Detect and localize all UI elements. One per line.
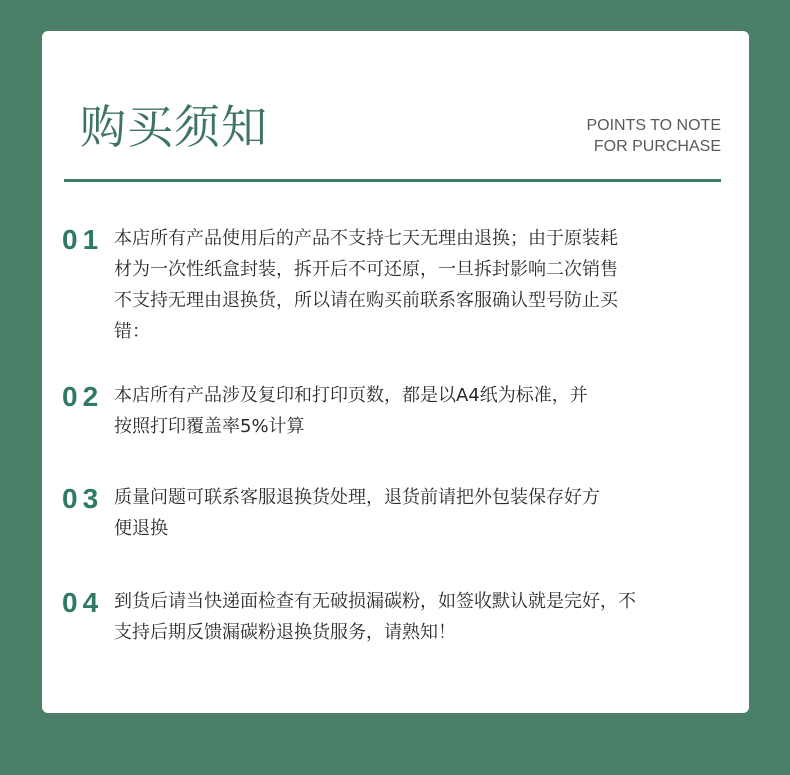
item-text <box>114 482 722 544</box>
item-number: 02 <box>62 381 104 412</box>
item-text-line: 错： <box>114 321 150 342</box>
item-text <box>114 380 722 442</box>
subtitle-line-2: FOR PURCHASE <box>593 138 721 155</box>
item-text-line: 材为一次性纸盒封装，拆开后不可还原，一旦拆封影响二次销售 <box>114 259 618 280</box>
item-text-line: 到货后请当快递面检查有无破损漏碳粉，如签收默认就是完好，不 <box>114 591 636 612</box>
item-number: 04 <box>62 587 104 618</box>
item-text-line: 支持后期反馈漏碳粉退换货服务，请熟知！ <box>114 622 456 643</box>
notice-card <box>42 31 749 713</box>
item-number: 03 <box>62 483 104 514</box>
item-text-line: 本店所有产品涉及复印和打印页数，都是以A4纸为标准，并 <box>114 385 588 406</box>
page-title: 购买须知 <box>80 100 268 154</box>
item-text <box>114 223 722 347</box>
subtitle-line-1: POINTS TO NOTE <box>586 117 721 134</box>
item-text <box>114 586 722 648</box>
header-divider <box>64 179 721 182</box>
page-subtitle <box>586 115 721 157</box>
item-text-line: 按照打印覆盖率5%计算 <box>114 416 305 437</box>
item-text-line: 便退换 <box>114 518 168 539</box>
item-text-line: 本店所有产品使用后的产品不支持七天无理由退换；由于原装耗 <box>114 228 618 249</box>
item-text-line: 不支持无理由退换货，所以请在购买前联系客服确认型号防止买 <box>114 290 618 311</box>
item-number: 01 <box>62 224 104 255</box>
item-text-line: 质量问题可联系客服退换货处理，退货前请把外包装保存好方 <box>114 487 600 508</box>
